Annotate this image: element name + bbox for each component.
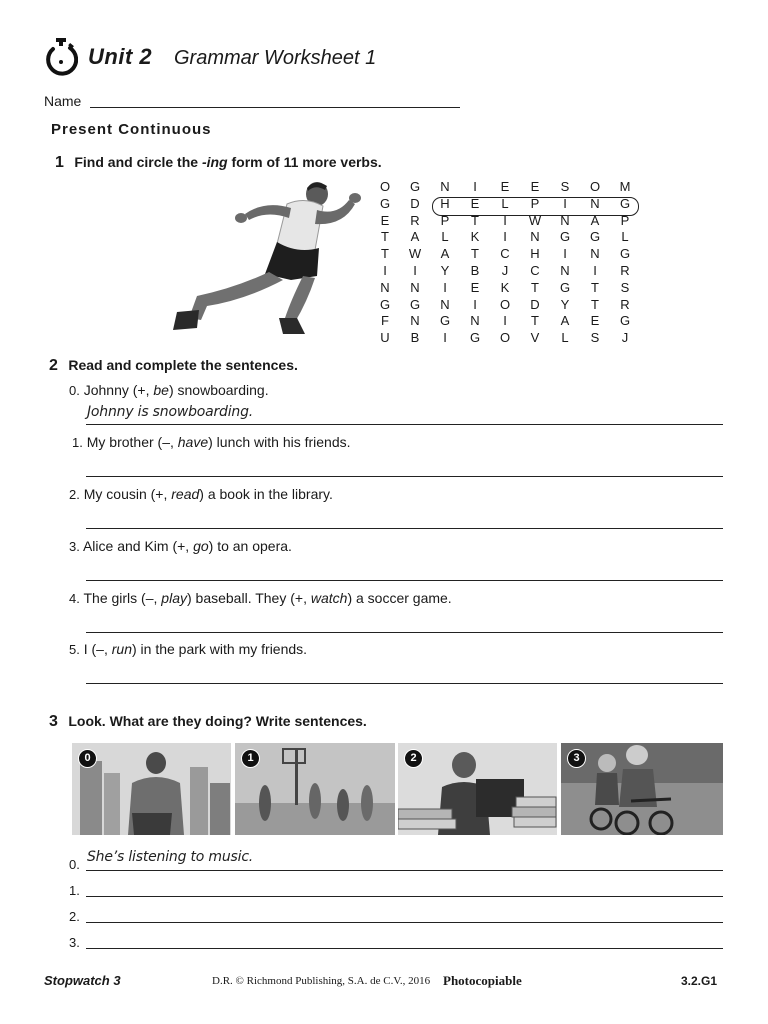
word-search-letter[interactable]: G — [619, 195, 631, 211]
word-search-letter[interactable]: I — [443, 330, 447, 346]
ex3-answer-line-0[interactable] — [86, 870, 723, 871]
word-search-letter[interactable]: G — [559, 229, 571, 245]
ex3-line-num-3: 3. — [69, 935, 80, 950]
sentence-item-0: 0. Johnny (+, be) snowboarding. — [69, 382, 269, 398]
word-search-letter[interactable]: I — [563, 195, 567, 211]
word-search-letter[interactable]: T — [591, 279, 599, 295]
word-search-letter[interactable]: G — [589, 229, 601, 245]
word-search-letter[interactable]: G — [619, 246, 631, 262]
footer-page-code: 3.2.G1 — [681, 974, 718, 988]
word-search-letter[interactable]: N — [560, 212, 570, 228]
photo-badge-3: 3 — [567, 749, 586, 768]
sentence-item-5: 5. I (–, run) in the park with my friends. — [69, 641, 308, 657]
name-label: Name — [44, 93, 82, 109]
exercise-2-number: 2 — [49, 357, 58, 374]
word-search-letter[interactable]: T — [381, 246, 389, 262]
word-search-letter[interactable]: T — [381, 229, 389, 245]
word-search-letter[interactable]: G — [439, 313, 451, 329]
word-search-letter[interactable]: I — [443, 279, 447, 295]
word-search-letter[interactable]: A — [410, 229, 420, 245]
word-search-letter[interactable]: N — [380, 279, 390, 295]
answer-example-0: Johnny is snowboarding. — [87, 404, 254, 420]
word-search-letter[interactable]: O — [379, 179, 391, 194]
exercise-1-instruction: Find and circle the -ing form of 11 more verbs. — [74, 154, 382, 170]
photo-badge-2: 2 — [404, 749, 423, 768]
answer-line-1[interactable] — [86, 476, 723, 477]
runner-photo — [165, 178, 365, 346]
word-search-letter[interactable]: G — [409, 179, 421, 194]
word-search-row — [374, 246, 638, 262]
word-search-letter[interactable]: E — [470, 195, 480, 211]
unit-label: Unit 2 — [88, 44, 153, 69]
photo-badge-1: 1 — [241, 749, 260, 768]
ex3-line-num-0: 0. — [69, 857, 80, 872]
word-search-letter[interactable]: A — [590, 212, 600, 228]
word-search-letter[interactable]: E — [380, 212, 390, 228]
word-search-letter[interactable]: I — [563, 246, 567, 262]
word-search-letter[interactable]: C — [530, 263, 540, 278]
word-search-letter[interactable]: J — [621, 330, 629, 346]
word-search-letter[interactable]: P — [440, 212, 450, 228]
word-search-letter[interactable]: L — [441, 229, 449, 245]
word-search-letter[interactable]: H — [440, 195, 450, 211]
word-search-letter[interactable]: R — [620, 263, 630, 278]
answer-line-0[interactable] — [86, 424, 723, 425]
word-search-letter[interactable]: G — [469, 330, 481, 346]
word-search-letter[interactable]: V — [530, 330, 540, 346]
word-search-letter[interactable]: A — [560, 313, 570, 329]
word-search-letter[interactable]: P — [530, 195, 540, 211]
word-search-row — [374, 263, 638, 279]
exercise-2-instruction: Read and complete the sentences. — [68, 357, 298, 373]
ex3-answer-example-0: She’s listening to music. — [87, 849, 254, 865]
word-search-letter[interactable]: L — [501, 195, 509, 211]
photo-boy-studying — [398, 743, 557, 835]
word-search-letter[interactable]: O — [499, 296, 511, 312]
exercise-3-heading — [49, 713, 367, 731]
word-search-letter[interactable]: N — [470, 313, 480, 329]
name-field-line[interactable] — [90, 107, 460, 108]
exercise-2-heading — [49, 357, 298, 375]
word-search-row — [374, 330, 638, 346]
word-search-letter[interactable]: N — [560, 263, 570, 278]
ex3-answer-line-3[interactable] — [86, 948, 723, 949]
exercise-3-number: 3 — [49, 713, 58, 730]
word-search-letter[interactable]: N — [440, 179, 450, 194]
sentence-item-4: 4. The girls (–, play) baseball. They (+, watch) a soccer game. — [69, 590, 452, 606]
word-search-letter[interactable]: G — [619, 313, 631, 329]
word-search-letter[interactable]: F — [381, 313, 389, 329]
answer-line-5[interactable] — [86, 683, 723, 684]
word-search-letter[interactable]: N — [410, 313, 420, 329]
word-search-letter[interactable]: I — [503, 229, 507, 245]
exercise-3-instruction: Look. What are they doing? Write sentences. — [68, 713, 367, 729]
word-search-letter[interactable]: D — [410, 195, 420, 211]
word-search-letter[interactable]: G — [379, 296, 391, 312]
word-search-letter[interactable]: H — [530, 246, 540, 262]
word-search-letter[interactable]: I — [413, 263, 417, 278]
word-search-letter[interactable]: Y — [440, 263, 450, 278]
word-search-letter[interactable]: U — [380, 330, 390, 346]
word-search-letter[interactable]: W — [528, 212, 542, 228]
word-search-letter[interactable]: S — [590, 330, 600, 346]
ex3-line-num-1: 1. — [69, 883, 80, 898]
word-search-letter[interactable]: I — [473, 296, 477, 312]
word-search-row — [374, 229, 638, 245]
word-search-letter[interactable]: T — [471, 212, 479, 228]
word-search-letter[interactable]: L — [561, 330, 569, 346]
word-search-letter[interactable]: E — [590, 313, 600, 329]
word-search-letter[interactable]: I — [503, 212, 507, 228]
word-search-letter[interactable]: N — [440, 296, 450, 312]
worksheet-title: Grammar Worksheet 1 — [174, 47, 377, 69]
word-search-letter[interactable]: W — [408, 246, 422, 262]
word-search-letter[interactable]: T — [471, 246, 479, 262]
sentence-item-1: 1. My brother (–, have) lunch with his friends. — [72, 434, 351, 450]
word-search-letter[interactable]: G — [409, 296, 421, 312]
section-title: Present Continuous — [51, 121, 212, 138]
ex3-line-num-2: 2. — [69, 909, 80, 924]
footer-copyright: D.R. © Richmond Publishing, S.A. de C.V., 2016 — [212, 975, 431, 987]
word-search-letter[interactable]: T — [531, 313, 539, 329]
word-search-letter[interactable]: K — [500, 279, 510, 295]
word-search-letter[interactable]: G — [559, 279, 571, 295]
word-search-letter[interactable]: E — [530, 179, 540, 194]
word-search-letter[interactable]: R — [410, 212, 420, 228]
word-search-letter[interactable]: B — [470, 263, 480, 278]
ex3-answer-line-1[interactable] — [86, 896, 723, 897]
word-search-letter[interactable]: N — [530, 229, 540, 245]
word-search-letter[interactable]: G — [379, 195, 391, 211]
word-search-letter[interactable]: T — [531, 279, 539, 295]
exercise-1-number: 1 — [55, 154, 64, 171]
photo-basketball-game — [235, 743, 395, 835]
word-search-letter[interactable]: S — [560, 179, 570, 194]
footer-photocopiable: Photocopiable — [443, 973, 522, 988]
word-search-row — [374, 280, 638, 296]
word-search-letter[interactable]: J — [501, 263, 509, 278]
word-search-letter[interactable]: T — [591, 296, 599, 312]
word-search-letter[interactable]: R — [620, 296, 630, 312]
word-search-letter[interactable]: O — [589, 179, 601, 194]
word-search-row — [374, 179, 638, 195]
sentence-item-3: 3. Alice and Kim (+, go) to an opera. — [69, 538, 292, 554]
word-search-row — [374, 313, 638, 329]
ex3-answer-line-2[interactable] — [86, 922, 723, 923]
word-search-letter[interactable]: B — [410, 330, 420, 346]
word-search-letter[interactable]: C — [500, 246, 510, 262]
word-search-letter[interactable]: E — [500, 179, 510, 194]
example-circle-helping — [432, 197, 639, 216]
exercise-1-heading — [55, 154, 382, 172]
photo-kids-cycling — [561, 743, 723, 835]
sentence-item-2: 2. My cousin (+, read) a book in the library. — [69, 486, 333, 502]
word-search-letter[interactable]: N — [590, 246, 600, 262]
word-search-letter[interactable]: M — [619, 179, 631, 194]
answer-line-4[interactable] — [86, 632, 723, 633]
word-search-letter[interactable]: O — [499, 330, 511, 346]
word-search-letter[interactable]: I — [473, 179, 477, 194]
word-search-letter[interactable]: I — [593, 263, 597, 278]
word-search-letter[interactable]: N — [410, 279, 420, 295]
answer-line-2[interactable] — [86, 528, 723, 529]
word-search-letter[interactable]: I — [383, 263, 387, 278]
footer-brand-logo: Stopwatch 3 — [44, 973, 121, 988]
word-search-letter[interactable]: N — [590, 195, 600, 211]
word-search-letter[interactable]: I — [503, 313, 507, 329]
word-search-letter[interactable]: S — [620, 279, 630, 295]
word-search-letter[interactable]: L — [621, 229, 629, 245]
photo-girl-listening-music — [72, 743, 231, 835]
word-search-letter[interactable]: A — [440, 246, 450, 262]
word-search-letter[interactable]: D — [530, 296, 540, 312]
stopwatch-logo-icon — [44, 38, 78, 78]
answer-line-3[interactable] — [86, 580, 723, 581]
word-search-letter[interactable]: K — [470, 229, 480, 245]
word-search-row — [374, 297, 638, 313]
photo-badge-0: 0 — [78, 749, 97, 768]
word-search-letter[interactable]: P — [620, 212, 630, 228]
word-search-letter[interactable]: E — [470, 279, 480, 295]
word-search-letter[interactable]: Y — [560, 296, 570, 312]
